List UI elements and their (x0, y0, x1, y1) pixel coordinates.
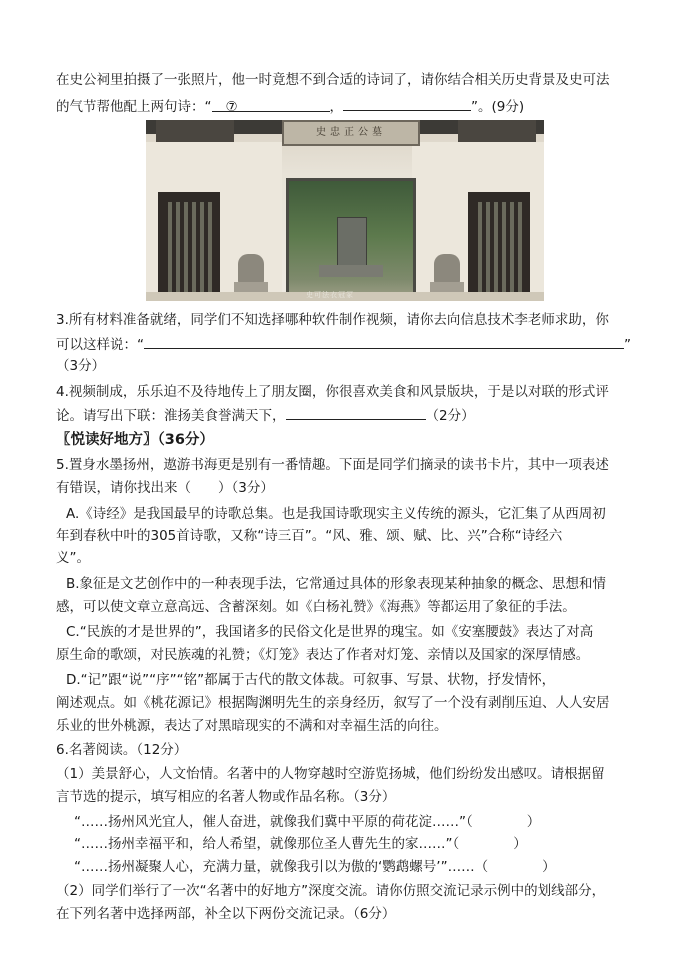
q6-part1-line2: 言节选的提示，填写相应的名著人物或作品名称。（3分） (56, 789, 396, 805)
answer-blank-7[interactable] (212, 97, 330, 115)
q3-line3: （3分） (56, 358, 106, 374)
q2-comma: ， (329, 99, 343, 115)
q2-line1: 在史公祠里拍摄了一张照片，他一时竟想不到合适的诗词了，请你结合相关历史背景及史可法 (56, 72, 610, 88)
q5-option-d-line2: 阐述观点。如《桃花源记》根据陶渊明先生的亲身经历，叙写了一个没有剥削压迫、人人安居 (56, 695, 610, 711)
q5-option-a-line3: 义”。 (56, 550, 90, 566)
q6-quote1: “……扬州风光宜人，催人奋进，就像我们冀中平原的荷花淀……”（ ） (74, 814, 541, 830)
q4-line2-suffix: （2分） (425, 408, 475, 424)
gate-right (468, 192, 530, 300)
tomb-base (319, 265, 383, 277)
q6-quote2: “……扬州幸福平和，给人希望，就像那位圣人曹先生的家……”（ ） (74, 836, 527, 852)
q5-option-c-line1: C.“民族的才是世界的”，我国诸多的民俗文化是世界的瑰宝。如《安塞腰鼓》表达了对高 (66, 624, 594, 640)
q5-line1: 5.置身水墨扬州，遨游书海更是别有一番情趣。下面是同学们摘录的读书卡片，其中一项表述 (56, 457, 609, 473)
photo-watermark: 史可法衣冠冢 (306, 291, 354, 299)
section-title: 〖悦读好地方〗（36分） (56, 432, 214, 448)
q2-line2-prefix: 的气节帮他配上两句诗：“ (56, 99, 212, 115)
q6-part1-line1: （1）美景舒心，人文怡情。名著中的人物穿越时空游览扬城，他们纷纷发出感叹。请根据留 (56, 766, 605, 782)
q3-line2-suffix: ” (624, 337, 631, 353)
answer-blank-q4[interactable] (286, 405, 426, 420)
q5-option-d-line1: D.“记”跟“说”“序”“铭”都属于古代的散文体裁。可叙事、写景、状物，抒发情怀， (66, 672, 556, 688)
q6-quote3: “……扬州凝聚人心，充满力量，就像我引以为傲的‘鹦鹉螺号’”……（ ） (74, 859, 556, 875)
roof-cap-right (458, 120, 536, 142)
gate-left (158, 192, 220, 300)
q2-line2 (56, 96, 524, 117)
q3-line2 (56, 334, 631, 355)
blank-mark: ⑦ (225, 99, 238, 115)
q5-option-c-line2: 原生命的歌颂，对民族魂的礼赞；《灯笼》表达了作者对灯笼、亲情以及国家的深厚情感。 (56, 647, 590, 663)
q3-line2-prefix: 可以这样说：“ (56, 337, 144, 353)
answer-blank-q3[interactable] (144, 334, 624, 349)
stone-lion-right (434, 254, 460, 284)
q5-option-b-line2: 感，可以使文章立意高远、含蓄深刻。如《白杨礼赞》《海燕》等都运用了象征的手法。 (56, 599, 576, 615)
q5-option-a-line1: A.《诗经》是我国最早的诗歌总集。也是我国诗歌现实主义传统的源头，它汇集了从西周初 (66, 506, 606, 522)
q4-line2 (56, 405, 475, 426)
memorial-hall-photo (146, 120, 544, 301)
q2-line2-suffix: ”。(9分) (471, 99, 525, 115)
q3-line1: 3.所有材料准备就绪，同学们不知选择哪种软件制作视频，请你去向信息技术李老师求助，你 (56, 312, 609, 328)
stone-lion-left (238, 254, 264, 284)
answer-blank-8[interactable] (343, 96, 471, 111)
q6-part2-line1: （2）同学们举行了一次“名著中的好地方”深度交流。请你仿照交流记录示例中的划线部分， (56, 883, 606, 899)
q5-option-d-line3: 乐业的世外桃源，表达了对黑暗现实的不满和对幸福生活的向往。 (56, 718, 448, 734)
q4-line1: 4.视频制成，乐乐迫不及待地传上了朋友圈，你很喜欢美食和风景版块，于是以对联的形式评 (56, 384, 609, 400)
q5-option-b-line1: B.象征是文艺创作中的一种表现手法，它常通过具体的形象表现某种抽象的概念、思想和情 (66, 576, 607, 592)
q5-option-a-line2: 年到春秋中叶的305首诗歌，又称“诗三百”。“风、雅、颂、赋、比、兴”合称“诗经六 (56, 528, 563, 544)
q5-line2: 有错误，请你找出来（ ）（3分） (56, 480, 274, 496)
name-plaque: 史忠正公墓 (282, 120, 420, 146)
roof-cap-left (156, 120, 234, 142)
q4-line2-prefix: 论。请写出下联：淮扬美食誉满天下， (56, 408, 286, 424)
q6-part2-line2: 在下列名著中选择两部，补全以下两份交流记录。（6分） (56, 906, 396, 922)
tomb-stele (337, 217, 367, 269)
q6-line1: 6.名著阅读。（12分） (56, 742, 188, 758)
doorway-arch (286, 178, 416, 301)
